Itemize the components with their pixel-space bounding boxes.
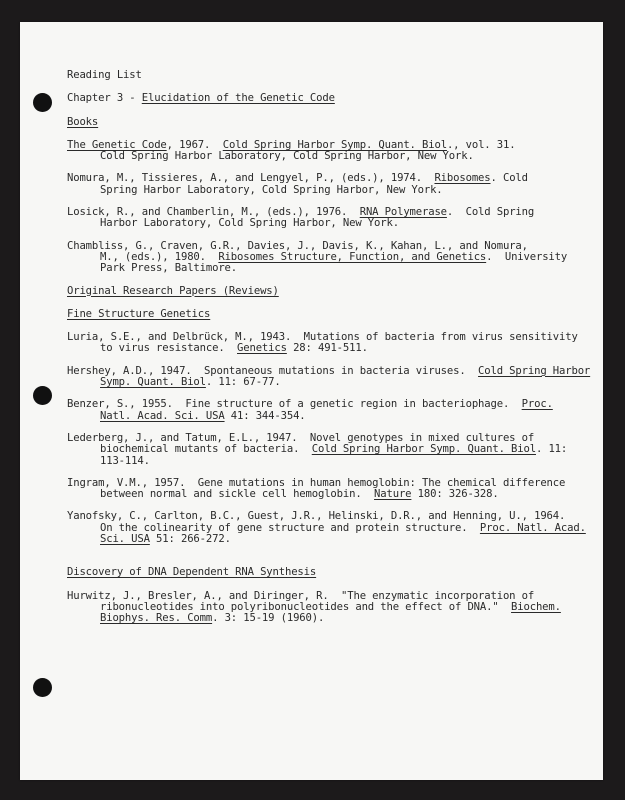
paper-entry xyxy=(67,478,567,501)
entry-text: . Cold Spring xyxy=(446,206,535,219)
entry-journal: Biochem. xyxy=(511,600,561,613)
entry-text: Lederberg, J., and Tatum, E.L., 1947. Novel genotypes in mixed cultures of xyxy=(67,431,535,444)
entry-text: 51: 266-272. xyxy=(149,533,231,546)
entry-text: Losick, R., and Chamberlin, M., (eds.), 1976. xyxy=(67,206,360,219)
entry-text: Nomura, M., Tissieres, A., and Lengyel, P., (eds.), 1974. xyxy=(67,172,435,185)
paper-entry xyxy=(67,364,591,389)
chapter-prefix: Chapter 3 - xyxy=(67,92,142,105)
entry-text: ribonucleotides into polyribonucleotides and the effect of DNA." xyxy=(100,600,512,613)
entry-text: Ingram, V.M., 1957. Gene mutations in human hemoglobin: The chemical difference xyxy=(67,476,566,489)
entry-text: Harbor Laboratory, Cold Spring Harbor, New York. xyxy=(100,217,399,230)
entry-text: Spring Harbor Laboratory, Cold Spring Harbor, New York. xyxy=(100,183,443,196)
entry-journal: Genetics xyxy=(237,342,287,355)
entry-journal: Proc. xyxy=(521,398,553,411)
entry-text: between normal and sickle cell hemoglobin. xyxy=(100,488,375,501)
paper-entry xyxy=(67,433,567,467)
book-entry xyxy=(67,173,567,196)
punch-hole xyxy=(33,386,52,405)
entry-text: 113-114. xyxy=(100,454,150,467)
chapter-heading xyxy=(67,93,567,104)
section-heading-fine-structure: Fine Structure Genetics xyxy=(67,307,211,320)
entry-text: 180: 326-328. xyxy=(411,488,499,501)
entry-text: 41: 344-354. xyxy=(224,409,306,422)
entry-text: . Cold xyxy=(490,172,528,185)
entry-title: RNA Polymerase xyxy=(359,206,447,219)
paper-entry xyxy=(67,399,567,422)
book-entry xyxy=(67,207,567,230)
entry-journal: Biophys. Res. Comm xyxy=(100,612,213,625)
entry-journal: Symp. Quant. Biol xyxy=(100,376,206,389)
entry-text: . 3: 15-19 (1960). xyxy=(212,612,325,625)
entry-text: 28: 491-511. xyxy=(286,342,368,355)
entry-text: Park Press, Baltimore. xyxy=(100,262,238,275)
paper-entry xyxy=(67,591,567,625)
entry-journal: Nature xyxy=(374,488,412,501)
entry-text: Hurwitz, J., Bresler, A., and Diringer, R. "The enzymatic incorporation of xyxy=(67,589,535,602)
entry-title: The Genetic Code xyxy=(67,138,167,151)
reading-list xyxy=(67,69,591,636)
entry-journal: Cold Spring Harbor Symp. Quant. Biol xyxy=(222,138,447,151)
punch-hole xyxy=(33,93,52,112)
entry-text: M., (eds.), 1980. xyxy=(100,250,219,263)
entry-text: . 11: 67-77. xyxy=(205,376,281,389)
entry-text: biochemical mutants of bacteria. xyxy=(100,443,312,456)
entry-text: Luria, S.E., and Delbrück, M., 1943. Mutations of bacteria from virus sensitivity xyxy=(67,331,578,344)
punch-hole xyxy=(33,678,52,697)
entry-text: . University xyxy=(486,250,568,263)
paper-entry xyxy=(67,331,578,355)
entry-title: Ribosomes xyxy=(434,172,491,185)
entry-title: Ribosomes Structure, Function, and Genetics xyxy=(218,250,487,263)
entry-journal: Cold Spring Harbor xyxy=(478,364,591,377)
entry-journal: Sci. USA xyxy=(100,533,150,546)
section-heading-discovery: Discovery of DNA Dependent RNA Synthesis xyxy=(67,566,317,579)
entry-text: , 1967. xyxy=(166,138,223,151)
entry-text: Yanofsky, C., Carlton, B.C., Guest, J.R., Helinski, D.R., and Henning, U., 1964. xyxy=(67,510,566,523)
entry-text: Cold Spring Harbor Laboratory, Cold Spring Harbor, New York. xyxy=(100,150,474,163)
entry-text: . 11: xyxy=(535,443,568,456)
page-title: Reading List xyxy=(67,69,142,81)
entry-text: ., vol. 31. xyxy=(446,138,516,151)
section-heading-books: Books xyxy=(67,115,99,128)
entry-text: Chambliss, G., Craven, G.R., Davies, J., Davis, K., Kahan, L., and Nomura, xyxy=(67,239,528,252)
entry-text: Benzer, S., 1955. Fine structure of a genetic region in bacteriophage. xyxy=(67,398,522,411)
section-heading-original: Original Research Papers (Reviews) xyxy=(67,284,279,297)
book-entry xyxy=(67,241,567,275)
book-entry xyxy=(67,140,567,163)
chapter-name: Elucidation of the Genetic Code xyxy=(141,92,335,105)
paper-entry xyxy=(67,510,586,546)
entry-journal: Cold Spring Harbor Symp. Quant. Biol xyxy=(311,443,536,456)
entry-text: to virus resistance. xyxy=(100,342,238,355)
entry-text: On the colinearity of gene structure and protein structure. xyxy=(100,521,480,534)
entry-journal: Natl. Acad. Sci. USA xyxy=(100,409,225,422)
entry-text: Hershey, A.D., 1947. Spontaneous mutations in bacteria viruses. xyxy=(67,364,479,377)
entry-journal: Proc. Natl. Acad. xyxy=(479,521,586,534)
